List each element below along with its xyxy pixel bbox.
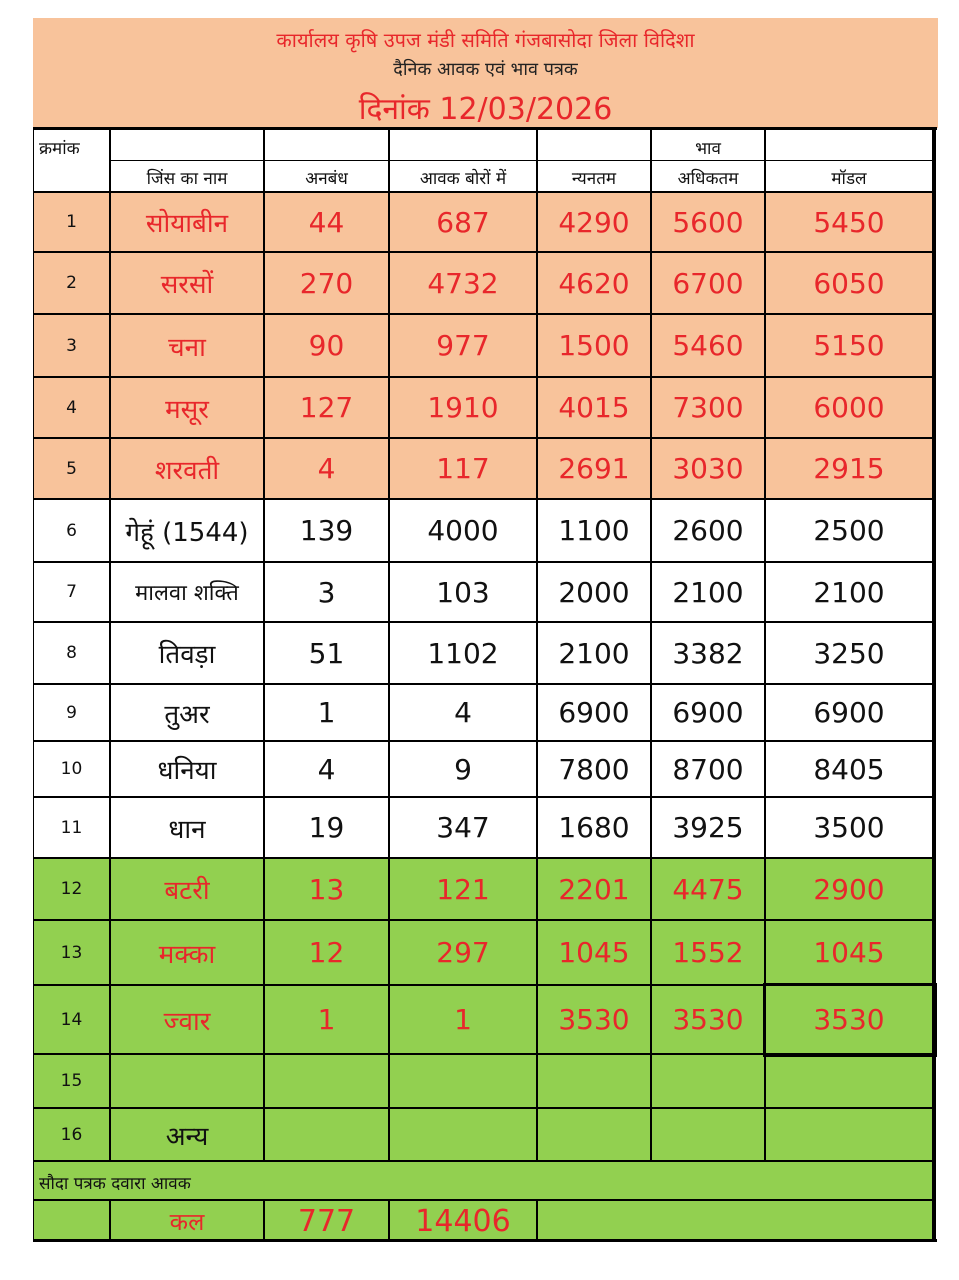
arrival-cell: 977 — [436, 329, 490, 362]
date-label: दिनांक 12/03/2026 — [358, 91, 613, 127]
model-price-header: मॉडल — [831, 168, 867, 189]
model-price-cell: 3500 — [813, 811, 885, 844]
serial-cell: 13 — [60, 942, 83, 963]
commodity-name-cell: तिवड़ा — [158, 640, 216, 670]
arrival-cell: 121 — [436, 872, 490, 906]
commodity-name-cell: अन्य — [165, 1121, 209, 1152]
serial-cell: 3 — [66, 335, 77, 356]
max-price-cell: 3030 — [672, 452, 744, 485]
min-price-cell: 2201 — [558, 872, 630, 906]
commodity-name-cell: धान — [168, 814, 206, 845]
commodity-name-cell: बटरी — [164, 876, 210, 906]
model-price-cell: 3530 — [813, 1003, 885, 1036]
min-price-cell: 1500 — [558, 329, 630, 362]
min-price-cell: 7800 — [558, 752, 630, 786]
min-price-cell: 6900 — [558, 696, 630, 729]
min-price-cell: 2100 — [558, 636, 630, 670]
serial-cell: 5 — [66, 458, 77, 479]
commodity-name-cell — [110, 1054, 264, 1108]
serial-cell: 12 — [60, 879, 83, 899]
total-arrival: 14406 — [415, 1203, 511, 1239]
arrival-cell: 4000 — [427, 514, 499, 547]
contracts-cell — [264, 1108, 389, 1161]
arrival-cell: 4732 — [427, 266, 499, 300]
contracts-cell: 1 — [317, 696, 336, 729]
arrival-cell — [389, 1054, 537, 1108]
min-price-cell — [537, 1108, 651, 1161]
price-group-header: भाव — [695, 138, 721, 159]
model-price-cell: 3250 — [813, 636, 885, 670]
serial-cell: 6 — [66, 520, 77, 541]
max-price-cell: 3530 — [672, 1003, 744, 1036]
model-price-cell: 8405 — [813, 752, 885, 786]
commodity-name-cell: गेहूं (1544) — [125, 517, 249, 548]
contracts-cell: 127 — [299, 391, 354, 424]
arrival-header: आवक बोरों में — [419, 168, 507, 189]
contracts-cell: 3 — [317, 575, 336, 609]
min-price-cell: 4015 — [558, 391, 630, 424]
max-price-cell: 5460 — [672, 329, 744, 362]
commodity-name-cell: तुअर — [164, 699, 210, 730]
arrival-cell: 1 — [454, 1003, 472, 1036]
arrival-cell: 103 — [436, 575, 490, 609]
model-price-cell: 2500 — [813, 514, 885, 547]
model-price-cell: 5450 — [813, 205, 885, 239]
min-price-cell: 1045 — [558, 936, 630, 969]
model-price-cell — [765, 1054, 933, 1108]
max-price-header: अधिकतम — [677, 168, 739, 189]
serial-cell: 2 — [66, 273, 77, 293]
max-price-cell: 7300 — [672, 391, 744, 424]
max-price-cell: 4475 — [672, 872, 744, 906]
serial-cell: 15 — [60, 1071, 83, 1091]
arrival-cell: 117 — [436, 452, 490, 485]
max-price-cell: 3925 — [672, 811, 744, 844]
model-price-cell: 6900 — [813, 696, 885, 729]
total-label: कल — [169, 1207, 205, 1236]
commodity-name-cell: मालवा शक्ति — [135, 581, 239, 606]
serial-cell: 1 — [66, 212, 77, 232]
max-price-cell: 2100 — [672, 575, 744, 609]
serial-cell: 9 — [66, 702, 77, 723]
contracts-header: अनबंध — [305, 168, 348, 189]
arrival-cell: 1102 — [427, 636, 499, 670]
contracts-cell: 90 — [308, 329, 345, 362]
max-price-cell: 5600 — [672, 205, 744, 239]
serial-cell: 11 — [60, 817, 83, 838]
model-price-cell: 6000 — [813, 391, 885, 424]
contracts-cell: 51 — [308, 636, 345, 670]
sheet-subtitle: दैनिक आवक एवं भाव पत्रक — [393, 59, 578, 80]
max-price-cell: 6900 — [672, 696, 744, 729]
max-price-cell: 3382 — [672, 636, 744, 670]
serial-cell: 16 — [60, 1124, 83, 1145]
min-price-cell — [537, 1054, 651, 1108]
max-price-cell — [651, 1054, 765, 1108]
commodity-name-cell: चना — [168, 332, 206, 363]
min-price-cell: 2000 — [558, 575, 630, 609]
model-price-cell — [765, 1108, 933, 1161]
contracts-cell: 13 — [308, 872, 345, 906]
serial-cell: 7 — [66, 582, 77, 602]
table-top-border — [33, 127, 937, 130]
max-price-cell: 1552 — [672, 936, 744, 969]
contracts-cell: 4 — [317, 452, 336, 485]
arrival-cell: 297 — [436, 936, 490, 969]
model-price-cell: 6050 — [813, 266, 885, 300]
min-price-cell: 2691 — [558, 452, 630, 485]
max-price-cell: 6700 — [672, 266, 744, 300]
serial-cell: 10 — [60, 759, 83, 779]
contracts-cell — [264, 1054, 389, 1108]
max-price-cell: 2600 — [672, 514, 744, 547]
model-price-cell: 2100 — [813, 575, 885, 609]
commodity-header: जिंस का नाम — [146, 168, 228, 189]
max-price-cell: 8700 — [672, 752, 744, 786]
arrival-cell: 9 — [454, 752, 472, 786]
arrival-cell: 687 — [436, 205, 490, 239]
arrival-cell: 4 — [454, 696, 472, 729]
model-price-cell: 1045 — [813, 936, 885, 969]
serial-cell: 4 — [66, 397, 77, 418]
commodity-name-cell: शरवती — [154, 455, 220, 486]
min-price-cell: 1680 — [558, 811, 630, 844]
total-contracts: 777 — [297, 1203, 356, 1239]
arrival-cell: 1910 — [427, 391, 499, 424]
commodity-name-cell: मक्का — [158, 939, 216, 970]
serial-cell: 8 — [66, 643, 77, 663]
model-price-cell: 2900 — [813, 872, 885, 906]
min-price-header: न्यनतम — [571, 168, 617, 189]
contracts-cell: 4 — [317, 752, 336, 786]
office-title: कार्यालय कृषि उपज मंडी समिति गंजबासोदा जिला विदिशा — [276, 27, 695, 52]
sauda-arrival-label: सौदा पत्रक दवारा आवक — [39, 1173, 191, 1194]
min-price-cell: 4620 — [558, 266, 630, 300]
min-price-cell: 4290 — [558, 205, 630, 239]
contracts-cell: 270 — [299, 266, 354, 300]
model-price-cell: 2915 — [813, 452, 885, 485]
contracts-cell: 1 — [317, 1003, 336, 1036]
arrival-cell: 347 — [436, 811, 490, 844]
contracts-cell: 139 — [299, 514, 354, 547]
contracts-cell: 19 — [308, 811, 345, 844]
commodity-name-cell: धनिया — [157, 756, 217, 786]
serial-header: क्रमांक — [39, 138, 80, 159]
contracts-cell: 44 — [308, 205, 345, 239]
commodity-name-cell: सोयाबीन — [145, 209, 229, 239]
contracts-cell: 12 — [308, 936, 345, 969]
model-price-cell: 5150 — [813, 329, 885, 362]
min-price-cell: 1100 — [558, 514, 630, 547]
commodity-name-cell: ज्वार — [163, 1006, 211, 1037]
max-price-cell — [651, 1108, 765, 1161]
arrival-cell — [389, 1108, 537, 1161]
min-price-cell: 3530 — [558, 1003, 630, 1036]
serial-cell: 14 — [60, 1009, 83, 1030]
commodity-name-cell: सरसों — [160, 270, 214, 300]
commodity-name-cell: मसूर — [165, 394, 209, 425]
